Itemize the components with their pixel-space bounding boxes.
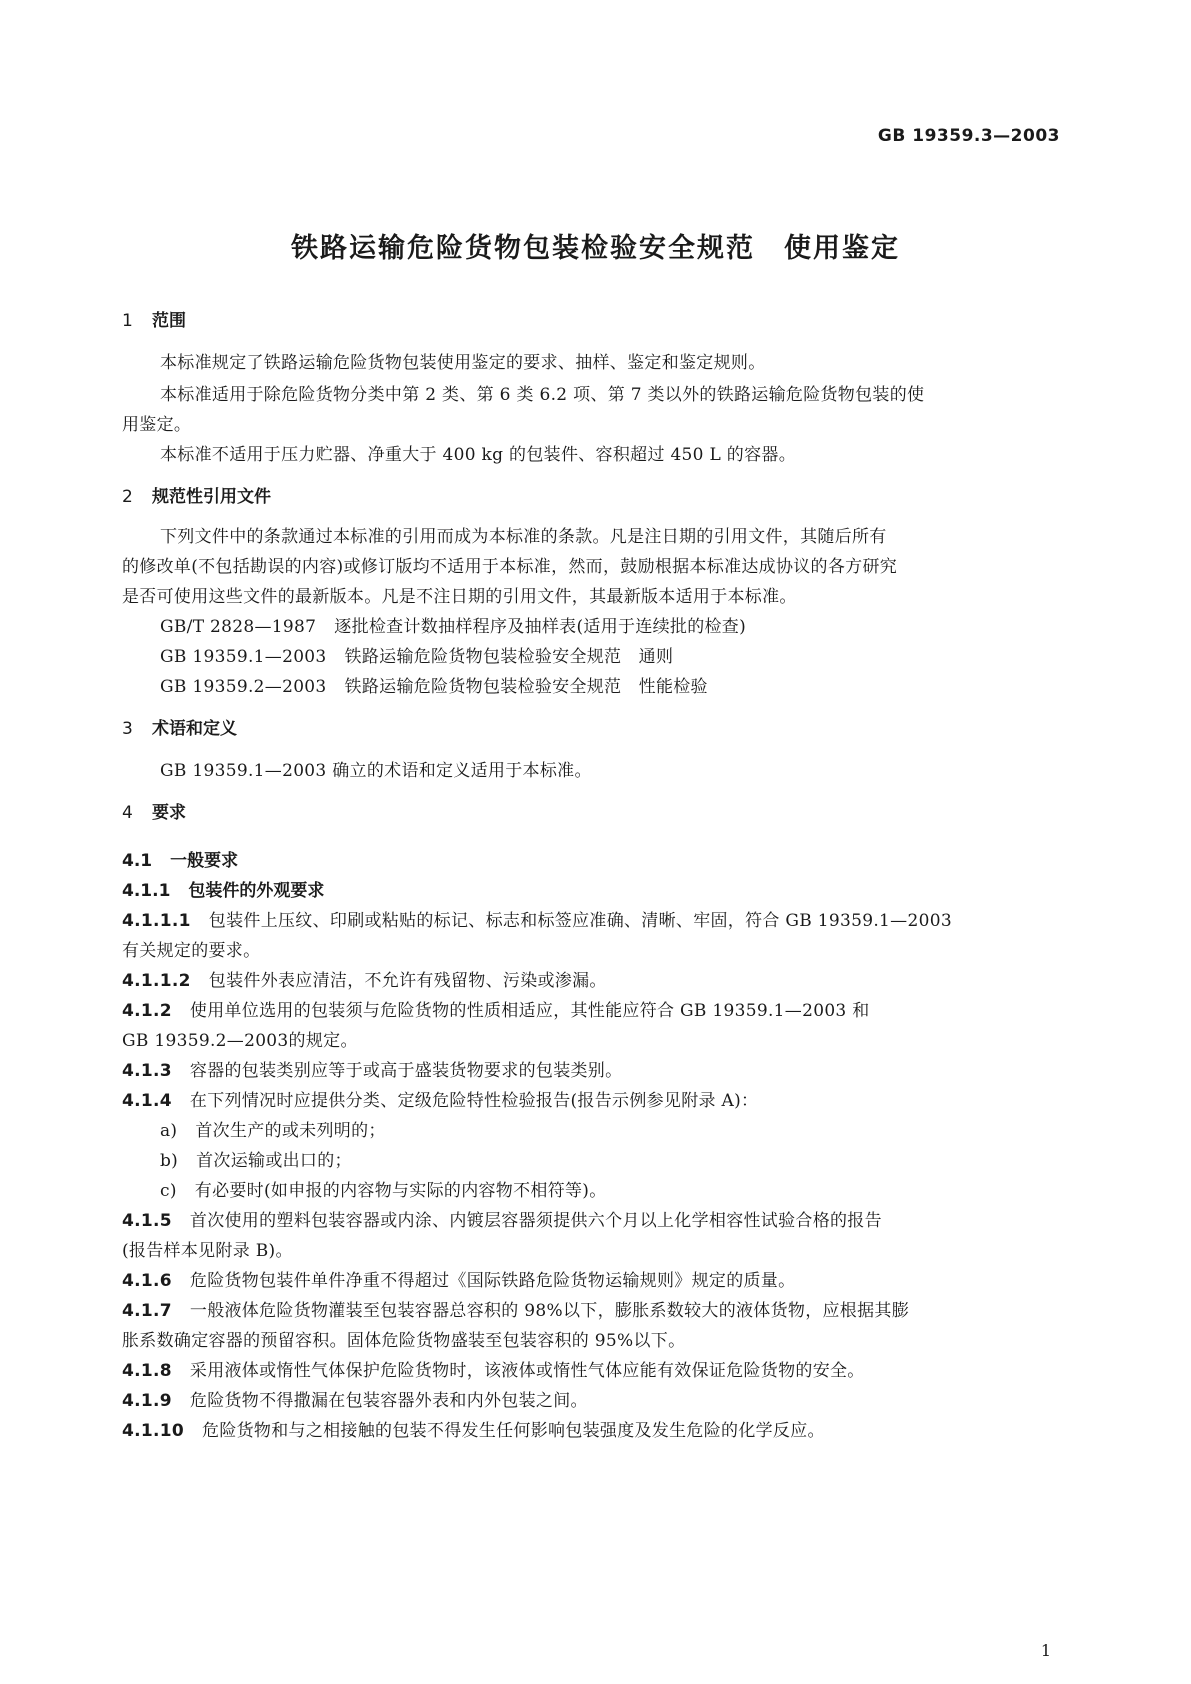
clause-number: 4.1.1.1 — [122, 911, 191, 931]
clause-number: 4.1.7 — [122, 1301, 172, 1321]
clause-number: 4.1.4 — [122, 1091, 172, 1111]
clause-text: 危险货物不得撒漏在包装容器外表和内外包装之间。 — [189, 1391, 588, 1411]
reference-code: GB 19359.1—2003 — [160, 647, 327, 667]
clause-text: 在下列情况时应提供分类、定级危险特性检验报告(报告示例参见附录 A)： — [189, 1091, 759, 1111]
document-title: 铁路运输危险货物包装检验安全规范 使用鉴定 — [291, 233, 900, 264]
paragraph: 下列文件中的条款通过本标准的引用而成为本标准的条款。凡是注日期的引用文件，其随后所有 — [160, 527, 887, 547]
clause-4-1-6 — [122, 1266, 795, 1291]
reference-item — [160, 612, 746, 637]
clause-number: 4.1.6 — [122, 1271, 172, 1291]
clause-4-1-3 — [122, 1056, 622, 1081]
section-3-heading — [122, 714, 237, 739]
clause-number: 4.1.8 — [122, 1361, 172, 1381]
paragraph-continuation: 用鉴定。 — [122, 415, 192, 435]
paragraph: 本标准规定了铁路运输危险货物包装使用鉴定的要求、抽样、鉴定和鉴定规则。 — [160, 353, 766, 373]
paragraph-continuation: 有关规定的要求。 — [122, 941, 261, 961]
clause-4-1-5 — [122, 1206, 882, 1231]
section-number: 3 — [122, 719, 133, 739]
clause-4-1-2 — [122, 996, 870, 1021]
section-number: 1 — [122, 311, 133, 331]
list-text: 首次运输或出口的； — [196, 1151, 352, 1171]
clause-title: 包装件的外观要求 — [188, 881, 325, 901]
clause-text: 危险货物和与之相接触的包装不得发生任何影响包装强度及发生危险的化学反应。 — [202, 1421, 825, 1441]
reference-title: 逐批检查计数抽样程序及抽样表(适用于连续批的检查) — [334, 617, 747, 637]
clause-number: 4.1.1.2 — [122, 971, 191, 991]
list-text: 首次生产的或未列明的； — [195, 1121, 386, 1141]
clause-4-1-heading — [122, 846, 238, 871]
reference-title: 铁路运输危险货物包装检验安全规范 通则 — [344, 647, 674, 667]
section-title: 要求 — [152, 803, 186, 823]
clause-4-1-7 — [122, 1296, 909, 1321]
clause-number: 4.1.5 — [122, 1211, 172, 1231]
clause-text: 使用单位选用的包装须与危险货物的性质相适应，其性能应符合 GB 19359.1—2003 和 — [189, 1001, 870, 1021]
section-1-heading — [122, 306, 186, 331]
clause-number: 4.1.1 — [122, 881, 171, 901]
clause-text: 包装件外表应清洁，不允许有残留物、污染或渗漏。 — [208, 971, 607, 991]
paragraph-continuation: 是否可使用这些文件的最新版本。凡是不注日期的引用文件，其最新版本适用于本标准。 — [122, 587, 797, 607]
clause-text: 采用液体或惰性气体保护危险货物时，该液体或惰性气体应能有效保证危险货物的安全。 — [189, 1361, 865, 1381]
section-title: 范围 — [152, 311, 186, 331]
clause-4-1-1-heading — [122, 876, 324, 901]
clause-4-1-1-2 — [122, 966, 607, 991]
clause-4-1-4 — [122, 1086, 758, 1111]
reference-item — [160, 672, 708, 697]
clause-4-1-9 — [122, 1386, 588, 1411]
section-2-heading — [122, 482, 271, 507]
paragraph: 本标准不适用于压力贮器、净重大于 400 kg 的包装件、容积超过 450 L 的容器。 — [160, 445, 796, 465]
list-marker: b) — [160, 1151, 179, 1171]
clause-text: 包装件上压纹、印刷或粘贴的标记、标志和标签应准确、清晰、牢固，符合 GB 19359.1—2003 — [208, 911, 952, 931]
section-title: 术语和定义 — [152, 719, 237, 739]
clause-number: 4.1.10 — [122, 1421, 185, 1441]
page-number: 1 — [1040, 1641, 1051, 1660]
clause-text: 危险货物包装件单件净重不得超过《国际铁路危险货物运输规则》规定的质量。 — [189, 1271, 796, 1291]
reference-code: GB 19359.2—2003 — [160, 677, 327, 697]
reference-title: 铁路运输危险货物包装检验安全规范 性能检验 — [344, 677, 708, 697]
section-number: 4 — [122, 803, 133, 823]
clause-4-1-1-1 — [122, 906, 952, 931]
reference-item — [160, 642, 673, 667]
clause-title: 一般要求 — [170, 851, 239, 871]
clause-text: 首次使用的塑料包装容器或内涂、内镀层容器须提供六个月以上化学相容性试验合格的报告 — [189, 1211, 882, 1231]
reference-code: GB/T 2828—1987 — [160, 617, 317, 637]
paragraph-continuation: 胀系数确定容器的预留容积。固体危险货物盛装至包装容积的 95%以下。 — [122, 1331, 686, 1351]
list-item — [160, 1176, 607, 1201]
clause-number: 4.1.3 — [122, 1061, 172, 1081]
list-marker: a) — [160, 1121, 178, 1141]
clause-number: 4.1.2 — [122, 1001, 172, 1021]
clause-4-1-8 — [122, 1356, 865, 1381]
clause-4-1-10 — [122, 1416, 825, 1441]
paragraph-continuation: 的修改单(不包括勘误的内容)或修订版均不适用于本标准，然而，鼓励根据本标准达成协议的各方研究 — [122, 557, 898, 577]
paragraph: 本标准适用于除危险货物分类中第 2 类、第 6 类 6.2 项、第 7 类以外的铁路运输危险货物包装的使 — [160, 385, 925, 405]
clause-number: 4.1 — [122, 851, 153, 871]
list-text: 有必要时(如申报的内容物与实际的内容物不相符等)。 — [194, 1181, 607, 1201]
section-title: 规范性引用文件 — [152, 487, 271, 507]
clause-text: 一般液体危险货物灌装至包装容器总容积的 98%以下，膨胀系数较大的液体货物，应根据其膨 — [189, 1301, 909, 1321]
section-number: 2 — [122, 487, 133, 507]
clause-text: 容器的包装类别应等于或高于盛装货物要求的包装类别。 — [189, 1061, 623, 1081]
paragraph-continuation: (报告样本见附录 B)。 — [122, 1241, 293, 1261]
list-item — [160, 1116, 386, 1141]
paragraph-continuation: GB 19359.2—2003的规定。 — [122, 1031, 358, 1051]
standard-code: GB 19359.3—2003 — [877, 126, 1060, 146]
paragraph: GB 19359.1—2003 确立的术语和定义适用于本标准。 — [160, 761, 592, 781]
section-4-heading — [122, 798, 186, 823]
clause-number: 4.1.9 — [122, 1391, 172, 1411]
list-marker: c) — [160, 1181, 177, 1201]
list-item — [160, 1146, 352, 1171]
